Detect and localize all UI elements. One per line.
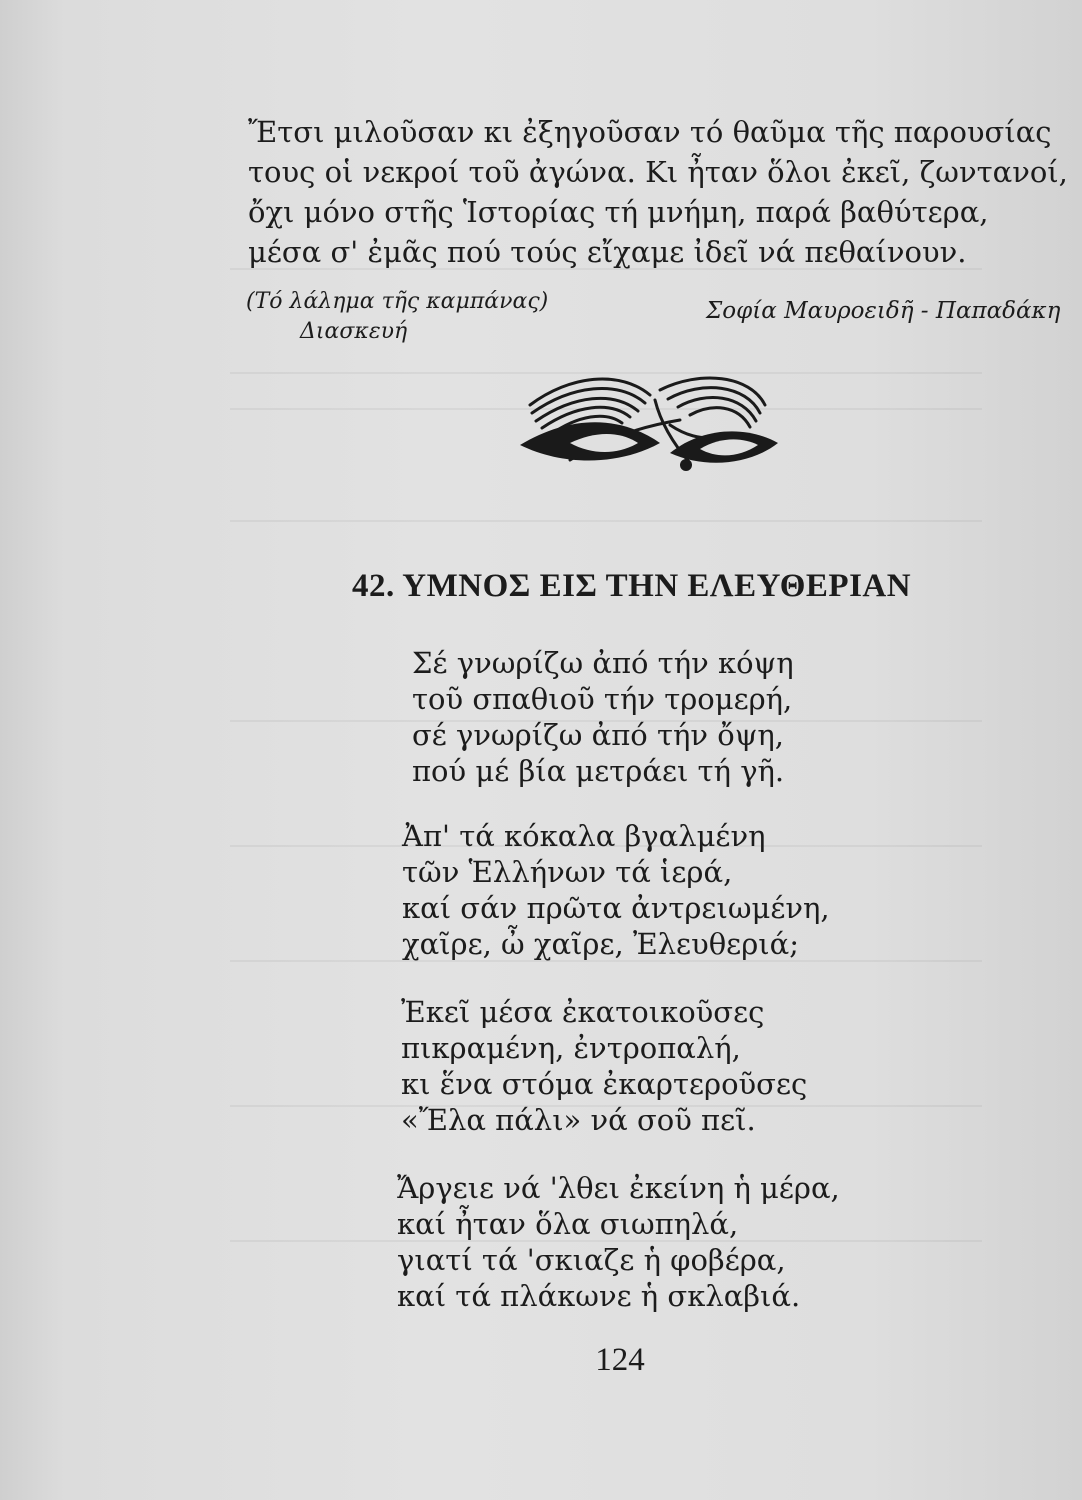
poem-line: πού μέ βία μετράει τή γῆ. — [412, 754, 785, 788]
bleed-through-line — [230, 520, 982, 522]
page-number: 124 — [595, 1342, 645, 1378]
intro-line: τους οἱ νεκροί τοῦ ἀγώνα. Κι ἦταν ὅλοι ἐκεῖ, ζωντανοί, — [248, 155, 1068, 189]
intro-line: ὄχι μόνο στῆς Ἱστορίας τή μνήμη, παρά βαθύτερα, — [248, 195, 989, 229]
intro-line: Ἔτσι μιλοῦσαν κι ἐξηγοῦσαν τό θαῦμα τῆς παρουσίας — [248, 115, 1052, 149]
leaf-ornament-icon — [510, 365, 790, 475]
poem-line: «Ἔλα πάλι» νά σοῦ πεῖ. — [401, 1103, 756, 1137]
poem-line: καί σάν πρῶτα ἀντρειωμένη, — [402, 891, 830, 925]
poem-stanza-2 — [402, 818, 830, 962]
poem-line: Ἀπ' τά κόκαλα βγαλμένη — [402, 819, 766, 853]
poem-line: Σέ γνωρίζω ἀπό τήν κόψη — [412, 646, 794, 680]
author-name: Σοφία Μαυροειδῆ - Παπαδάκη — [706, 298, 1061, 324]
poem-line: σέ γνωρίζω ἀπό τήν ὄψη, — [412, 718, 785, 752]
intro-line: μέσα σ' ἐμᾶς πού τούς εἴχαμε ἰδεῖ νά πεθαίνουν. — [248, 235, 967, 269]
poem-line: καί ἦταν ὅλα σιωπηλά, — [397, 1207, 739, 1241]
poem-line: τῶν Ἑλλήνων τά ἱερά, — [402, 855, 733, 889]
poem-stanza-3 — [401, 994, 807, 1138]
poem-title: 42. ΥΜΝΟΣ ΕΙΣ ΤΗΝ ΕΛΕΥΘΕΡΙΑΝ — [352, 568, 912, 604]
poem-line: πικραμένη, ἐντροπαλή, — [401, 1031, 741, 1065]
poem-line: χαῖρε, ὦ χαῖρε, Ἐλευθεριά; — [402, 927, 799, 961]
poem-line: καί τά πλάκωνε ἡ σκλαβιά. — [397, 1279, 801, 1313]
poem-stanza-1 — [412, 645, 794, 789]
poem-line: γιατί τά 'σκιαζε ἡ φοβέρα, — [397, 1243, 786, 1277]
intro-paragraph — [248, 112, 1068, 272]
poem-stanza-4 — [397, 1170, 840, 1314]
source-note: Διασκευή — [300, 319, 408, 344]
poem-line: τοῦ σπαθιοῦ τήν τρομερή, — [412, 682, 793, 716]
source-work-title: (Τό λάλημα τῆς καμπάνας) — [246, 289, 549, 314]
poem-line: Ἐκεῖ μέσα ἐκατοικοῦσες — [401, 995, 765, 1029]
poem-line: Ἄργειε νά 'λθει ἐκείνη ἡ μέρα, — [397, 1171, 840, 1205]
poem-line: κι ἕνα στόμα ἐκαρτεροῦσες — [401, 1067, 808, 1101]
